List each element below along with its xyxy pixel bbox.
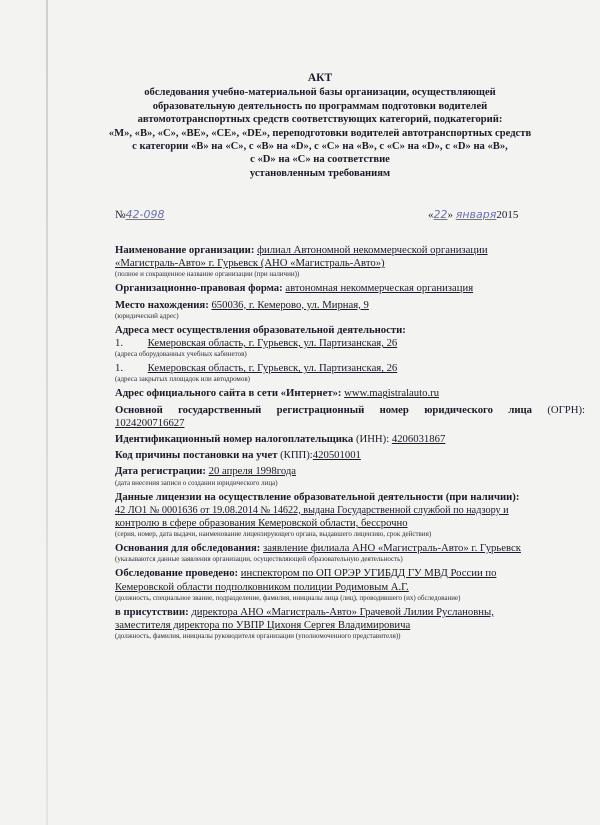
- inspected-field: [115, 567, 585, 580]
- field-value: контролю в сфере образования Кемеровской области, бессрочно: [115, 517, 408, 530]
- field-label: Организационно-правовая форма:: [115, 282, 283, 295]
- field-value: 20 апреля 1998года: [208, 465, 297, 478]
- kpp-field: [115, 449, 585, 462]
- field-note: (адреса закрытых площадок или автодромов): [115, 375, 250, 384]
- field-value: 4206031867: [391, 433, 446, 446]
- act-number: [115, 208, 164, 221]
- address-number: 1.: [115, 337, 124, 350]
- field-value: филиал Автономной некоммерческой организации: [257, 244, 488, 256]
- date-day-handwritten: 22: [433, 208, 448, 221]
- act-body: [115, 244, 585, 644]
- field-label: Основания для обследования:: [115, 542, 261, 555]
- org-name-field-cont: [115, 257, 585, 270]
- field-note: (указываются данные заявления организации, осуществляющей образовательную деятельность): [115, 555, 403, 564]
- field-value: 1024200716627: [115, 416, 185, 429]
- inspected-value-line: [115, 581, 585, 594]
- location-field: [115, 299, 585, 312]
- field-label: Наименование организации:: [115, 244, 255, 256]
- addresses-field: [115, 324, 585, 337]
- field-value: 42 ЛО1 № 0001636 от 19.08.2014 № 14622, выдана Государственной службой по надзору и: [115, 504, 509, 516]
- field-note: (серия, номер, дата выдачи, наименование лицензирующего органа, выдавшего лицензию, срок действия): [115, 530, 432, 539]
- title-line: «M», «B», «C», «BE», «CE», «DE», переподготовки водителей автотранспортных средств: [108, 127, 532, 139]
- field-value: «Магистраль-Авто» г. Гурьевск (АНО «Магистраль-Авто»): [115, 257, 385, 270]
- basis-field: [115, 542, 585, 555]
- field-label: юридического: [424, 403, 493, 416]
- field-value: автономная некоммерческая организация: [285, 282, 474, 295]
- field-label: Идентификационный номер налогоплательщика: [115, 433, 354, 446]
- field-value: 650036, г. Кемерово, ул. Мирная, 9: [211, 298, 369, 311]
- act-title: [100, 72, 540, 180]
- page-fold-shadow: [46, 0, 48, 825]
- field-note: (должность, фамилия, инициалы руководителя организации (уполномоченного представителя)): [115, 632, 401, 641]
- field-label: регистрационный: [276, 403, 365, 416]
- address-value: Кемеровская область, г. Гурьевск, ул. Партизанская, 26: [147, 337, 398, 350]
- ogrn-field: [115, 404, 585, 417]
- field-note: (юридический адрес): [115, 311, 179, 320]
- title-line: образовательную деятельность по программам подготовки водителей: [152, 100, 488, 112]
- number-sign: №: [115, 209, 126, 221]
- website-field: [115, 387, 585, 400]
- field-label: Обследование проведено:: [115, 567, 239, 580]
- field-note: (полное и сокращенное название организации (при наличии)): [115, 270, 300, 279]
- address-value: Кемеровская область, г. Гурьевск, ул. Партизанская, 26: [147, 362, 398, 375]
- ogrn-value-line: [115, 417, 585, 430]
- presence-value-line: [115, 619, 585, 632]
- legal-form-field: [115, 282, 585, 295]
- field-value: заявление филиала АНО «Магистраль-Авто» г. Гурьевск: [263, 542, 521, 555]
- date-quote-close: »: [447, 209, 453, 221]
- title-line: с категории «B» на «C», с «B» на «D», с «C» на «B», с «C» на «D», с «D» на «B»,: [132, 141, 508, 153]
- title-line: обследования учебно-материальной базы организации, осуществляющей: [144, 87, 496, 99]
- title-line: автомототранспортных средств соответствующих категорий, подкатегорий:: [137, 114, 503, 126]
- field-label: лица: [508, 403, 532, 416]
- field-label: государственный: [178, 403, 262, 416]
- field-label-suffix: (ОГРН):: [547, 403, 585, 416]
- field-label: Место нахождения:: [115, 298, 209, 311]
- field-value: заместителя директора по УВПР Цихоня Сергея Владимировича: [115, 619, 411, 632]
- license-value-line: [115, 517, 585, 530]
- title-line: установленным требованиям: [249, 167, 391, 179]
- address-item: [115, 337, 585, 350]
- field-label: Адреса мест осуществления образовательной деятельности:: [115, 323, 406, 336]
- act-number-handwritten: 42-098: [125, 208, 165, 221]
- field-note: (должность, специальное звание, подразделение, фамилия, инициалы лица (лиц), проводившего (их) обследование): [115, 593, 461, 602]
- title-line: с «D» на «C» на соответствие: [250, 154, 390, 166]
- field-label-suffix: (КПП):: [280, 449, 313, 462]
- field-label-suffix: (ИНН):: [355, 433, 390, 446]
- field-label: номер: [379, 403, 409, 416]
- field-label: Адрес официального сайта в сети «Интернет»:: [115, 387, 342, 400]
- title-line: АКТ: [307, 72, 333, 84]
- inn-field: [115, 433, 585, 446]
- field-value: инспектором по ОП ОРЭР УГИБДД ГУ МВД России по: [240, 567, 497, 580]
- field-label: Основной: [115, 403, 163, 416]
- field-value: 420501001: [312, 449, 361, 462]
- reg-date-field: [115, 465, 585, 478]
- field-label: Дата регистрации:: [115, 465, 206, 478]
- field-label: Данные лицензии на осуществление образовательной деятельности: [115, 490, 444, 503]
- date-month-handwritten: января: [455, 208, 497, 221]
- field-value: Кемеровской области подполковником полиции Родимовым А.Г.: [115, 580, 409, 593]
- field-value: директора АНО «Магистраль-Авто» Грачевой Лилии Руслановны,: [191, 605, 494, 618]
- act-date: [428, 208, 518, 221]
- field-label: Код причины постановки на учет: [115, 449, 278, 462]
- address-number: 1.: [115, 362, 124, 375]
- field-label: в присутствии:: [115, 605, 189, 618]
- field-note: (адреса оборудованных учебных кабинетов): [115, 350, 247, 359]
- date-quote-open: «: [428, 209, 434, 221]
- org-name-field: [115, 244, 585, 257]
- presence-field: [115, 606, 585, 619]
- address-item: [115, 362, 585, 375]
- website-link[interactable]: www.magistralauto.ru: [344, 387, 440, 400]
- license-field: [115, 491, 585, 504]
- date-year: 2015: [496, 209, 519, 221]
- license-value-line: [115, 504, 585, 517]
- field-label-suffix: (при наличии):: [445, 490, 520, 503]
- field-note: (дата внесения записи о создании юридического лица): [115, 478, 278, 487]
